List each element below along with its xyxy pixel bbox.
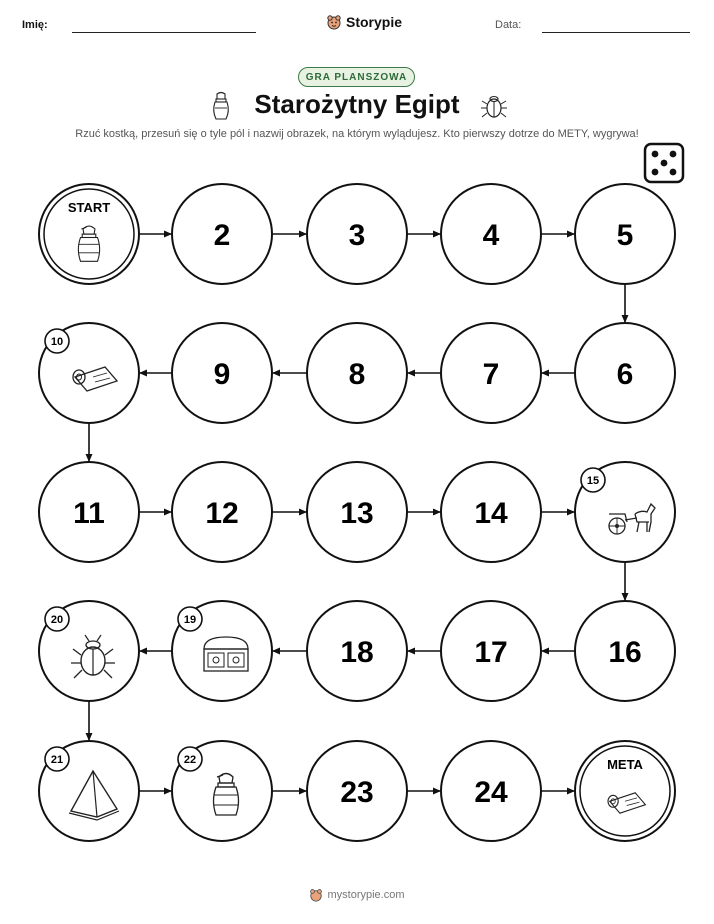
space-number-badge: 10 xyxy=(50,336,64,348)
board-space-22 xyxy=(172,741,272,841)
board-space-7 xyxy=(441,323,541,423)
board-space-19 xyxy=(172,601,272,701)
name-label: Imię: xyxy=(22,19,48,31)
board-space-16 xyxy=(575,601,675,701)
board-space-14 xyxy=(441,462,541,562)
space-number-badge: 21 xyxy=(50,754,64,766)
space-number: 5 xyxy=(616,219,634,252)
space-number: 4 xyxy=(482,219,500,252)
space-number: 18 xyxy=(340,636,374,669)
board-space-23 xyxy=(307,741,407,841)
board-space-21 xyxy=(39,741,139,841)
footer-url: mystorypie.com xyxy=(327,889,405,901)
space-number: 14 xyxy=(474,497,508,530)
space-number: 8 xyxy=(348,358,366,391)
space-number: 2 xyxy=(213,219,231,252)
board-space-8 xyxy=(307,323,407,423)
board-space-15 xyxy=(575,462,675,562)
page-title: Starożytny Egipt xyxy=(254,89,460,119)
space-number: 23 xyxy=(340,776,374,809)
space-number: 13 xyxy=(340,497,374,530)
date-label: Data: xyxy=(495,19,522,31)
board-space-11 xyxy=(39,462,139,562)
board-space-6 xyxy=(575,323,675,423)
instructions: Rzuć kostką, przesuń się o tyle pól i nazwij obrazek, na którym wylądujesz. Kto pierwszy dotrze do METY, wygrywa! xyxy=(75,128,639,140)
footer xyxy=(0,888,714,902)
space-number: 6 xyxy=(616,358,634,391)
board-space-3 xyxy=(307,184,407,284)
board-space-5 xyxy=(575,184,675,284)
board-space-13 xyxy=(307,462,407,562)
storypie-mascot-icon xyxy=(309,888,323,902)
start-label: START xyxy=(67,200,111,215)
space-number: 12 xyxy=(205,497,239,530)
board-space-17 xyxy=(441,601,541,701)
space-start xyxy=(39,184,139,284)
space-number-badge: 19 xyxy=(183,614,197,626)
board-space-12 xyxy=(172,462,272,562)
game-type-badge: GRA PLANSZOWA xyxy=(298,67,415,87)
board-space-18 xyxy=(307,601,407,701)
space-number: 3 xyxy=(348,219,366,252)
space-number-badge: 15 xyxy=(586,475,600,487)
space-number: 17 xyxy=(474,636,508,669)
board-space-20 xyxy=(39,601,139,701)
space-number: 16 xyxy=(608,636,642,669)
space-number: 9 xyxy=(213,358,231,391)
board-space-9 xyxy=(172,323,272,423)
board-space-4 xyxy=(441,184,541,284)
board-space-10 xyxy=(39,323,139,423)
space-number: 7 xyxy=(482,358,500,391)
brand-name: Storypie xyxy=(346,14,403,30)
space-number: 11 xyxy=(73,497,105,530)
space-finish xyxy=(575,741,675,841)
finish-label: META xyxy=(607,757,643,772)
space-number-badge: 20 xyxy=(50,614,64,626)
board-space-24 xyxy=(441,741,541,841)
space-number: 24 xyxy=(474,776,508,809)
space-number-badge: 22 xyxy=(183,754,197,766)
board-space-2 xyxy=(172,184,272,284)
